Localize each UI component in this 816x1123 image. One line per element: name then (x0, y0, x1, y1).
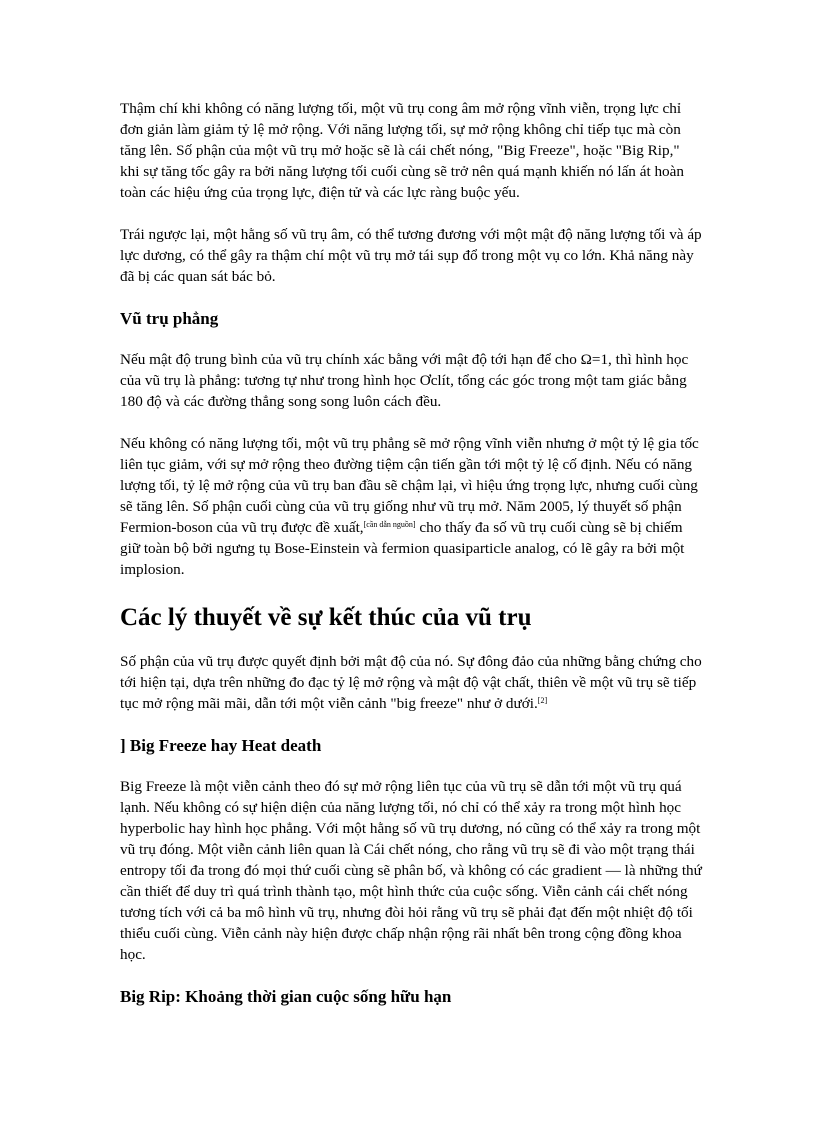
paragraph-negative-constant: Trái ngược lại, một hằng số vũ trụ âm, có thể tương đương với một mật độ năng lượng tối và áp lực dương, có thể gây ra thậm chí một vũ trụ mở tái sụp đổ trong một vụ co lớn. Khả năng này đã bị các quan sát bác bỏ. (120, 226, 702, 285)
paragraph-flat-dark-energy (120, 433, 702, 580)
citation-needed-link[interactable]: [cần dẫn nguồn] (363, 520, 416, 529)
paragraph-open-universe: Thậm chí khi không có năng lượng tối, một vũ trụ cong âm mở rộng vĩnh viễn, trọng lực chỉ đơn giản làm giảm tỷ lệ mở rộng. Với năng lượng tối, sự mở rộng không chỉ tiếp tục mà còn tăng lên. Số phận của một vũ trụ mở hoặc sẽ là cái chết nóng, "Big Freeze", hoặc "Big Rip," khi sự tăng tốc gây ra bởi năng lượng tối cuối cùng sẽ trở nên quá mạnh khiến nó lấn át hoàn toàn các hiệu ứng của trọng lực, điện tử và các lực ràng buộc yếu. (120, 100, 684, 201)
heading-flat-universe: Vũ trụ phẳng (120, 309, 219, 328)
paragraph-text: Nếu không có năng lượng tối, một vũ trụ phẳng sẽ mở rộng vĩnh viễn nhưng ở một tỷ lệ gia tốc liên tục giảm, với sự mở rộng theo đường tiệm cận tiến gần tới một tỷ lệ cố định. Nếu có năng lượng tối, tỷ lệ mở rộng của vũ trụ ban đầu sẽ chậm lại, vì hiệu ứng trọng lực, nhưng cuối cùng sẽ tăng lên. Số phận cuối cùng của vũ trụ giống như vũ trụ mở. Năm 2005, lý thuyết số phận Fermion-boson của vũ trụ được đề xuất, (120, 435, 699, 536)
citation-link[interactable]: [2] (537, 696, 548, 705)
paragraph-flat-geometry: Nếu mật độ trung bình của vũ trụ chính xác bằng với mật độ tới hạn để cho Ω=1, thì hình học của vũ trụ là phẳng: tương tự như trong hình học Ơclít, tổng các góc trong một tam giác bằng 180 độ và các đường thẳng song song luôn cách đều. (120, 351, 689, 410)
article-body (120, 98, 702, 1027)
paragraph-text: Số phận của vũ trụ được quyết định bởi mật độ của nó. Sự đông đảo của những bằng chứng cho tới hiện tại, dựa trên những đo đạc tỷ lệ mở rộng và mật độ vật chất, thiên về một vũ trụ sẽ tiếp tục mở rộng mãi mãi, dẫn tới một viễn cảnh "big freeze" như ở dưới. (120, 653, 702, 712)
paragraph-text: cho thấy đa số vũ trụ cuối cùng sẽ bị chiếm giữ toàn bộ bởi ngưng tụ Bose-Einstein và fermion quasiparticle analog, có lẽ gây ra bởi một implosion. (120, 519, 685, 578)
paragraph-fate-density (120, 651, 702, 714)
heading-end-theories: Các lý thuyết về sự kết thúc của vũ trụ (120, 604, 532, 631)
paragraph-big-freeze: Big Freeze là một viễn cảnh theo đó sự mở rộng liên tục của vũ trụ sẽ dẫn tới một vũ trụ quá lạnh. Nếu không có sự hiện diện của năng lượng tối, nó chỉ có thể xảy ra trong một hình học hyperbolic hay hình học phẳng. Với một hằng số vũ trụ dương, nó cũng có thể xảy ra trong một vũ trụ đóng. Một viễn cảnh liên quan là Cái chết nóng, cho rằng vũ trụ sẽ đi vào một trạng thái entropy tối đa trong đó mọi thứ cuối cùng sẽ phân bố, và không có các gradient — là những thứ cần thiết để duy trì quá trình thành tạo, một hình thức của cuộc sống. Viễn cảnh cái chết nóng tương tích với cả ba mô hình vũ trụ, nhưng đòi hỏi rằng vũ trụ sẽ phải đạt đến một nhiệt độ tối thiểu cuối cùng. Viễn cảnh này hiện được chấp nhận rộng rãi nhất bên trong cộng đồng khoa học. (120, 778, 702, 963)
heading-big-rip: Big Rip: Khoảng thời gian cuộc sống hữu hạn (120, 987, 452, 1006)
heading-big-freeze: ] Big Freeze hay Heat death (120, 736, 322, 755)
